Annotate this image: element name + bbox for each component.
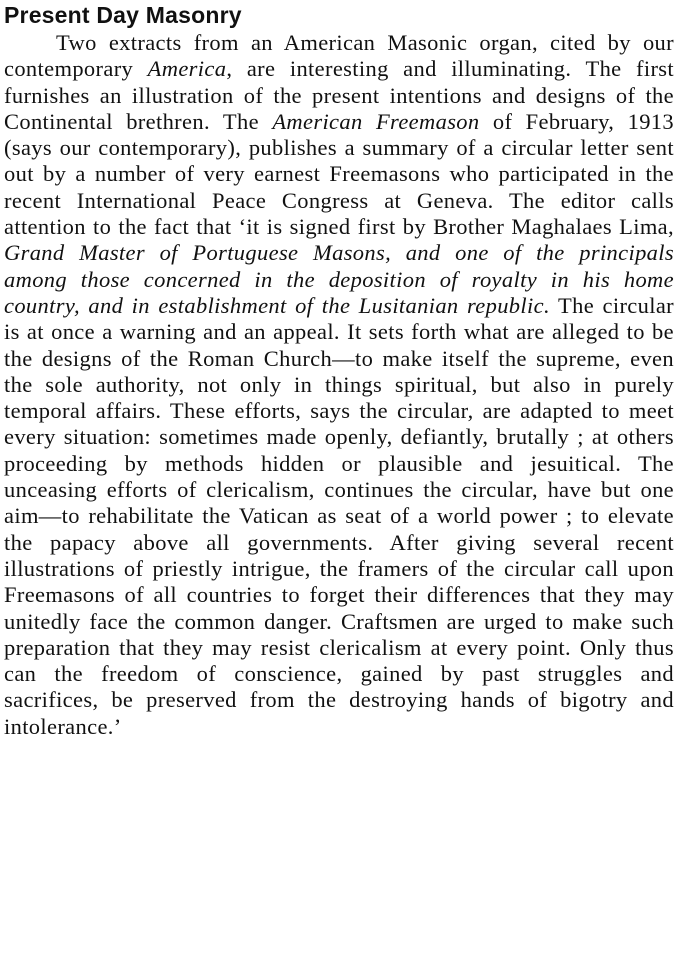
body-segment-italic: Grand Master of Portuguese Masons, and one of the principals among those concerned in the deposition of royalty in his home country, and in establishment of the Lusitanian republic. bbox=[4, 240, 674, 318]
body-segment: The circular is at once a warning and an appeal. It sets forth what are alleged to be the designs of the Roman Church—to make itself the supreme, even the sole authority, not only in things spiritual, but also in purely temporal affairs. These efforts, says the circular, are adapted to meet every situation: sometimes made openly, defiantly, brutally ; at others proceeding by methods hidden or plausible and jesuitical. The unceasing efforts of clericalism, continues the circular, have but one aim—to rehabilitate the Vatican as seat of a world power ; to elevate the papacy above all governments. After giving several recent illustrations of priestly intrigue, the framers of the circular call upon Freemasons of all countries to forget their differences that they may unitedly face the common danger. Craftsmen are urged to make such preparation that they may resist clericalism at every point. Only thus can the freedom of conscience, gained by past struggles and sacrifices, be preserved from the destroying hands of bigotry and intolerance.’ bbox=[4, 292, 674, 739]
body-segment: Two extracts from an American Masonic organ, cited by our contemporary bbox=[4, 30, 674, 82]
article bbox=[4, 0, 674, 740]
body-segment: , are interesting and illuminating. The first furnishes an illustration of the present intentions and designs of the Continental brethren. The bbox=[4, 56, 674, 134]
body-segment-italic: America bbox=[147, 56, 227, 82]
body-segment: of February, 1913 (says our contemporary), publishes a summary of a circular letter sent out by a number of very earnest Freemasons who participated in the recent International Peace Congress at Geneva. The editor calls attention to the fact that ‘it is signed first by Brother Maghalaes Lima, bbox=[4, 108, 674, 240]
article-title: Present Day Masonry bbox=[4, 2, 242, 28]
article-body bbox=[4, 30, 674, 740]
body-segment-italic: American Freemason bbox=[272, 108, 480, 134]
